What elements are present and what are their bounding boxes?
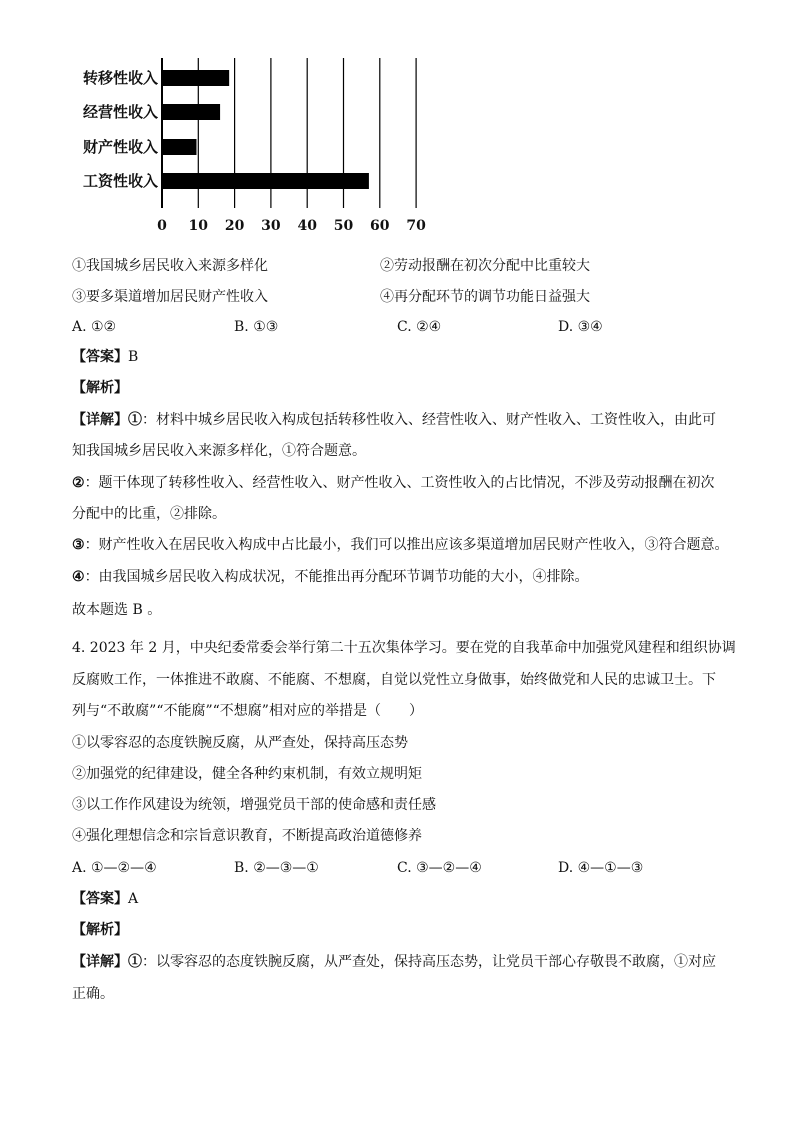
q3-statement-1: ①我国城乡居民收入来源多样化 <box>72 258 268 274</box>
q4-statement-3: ③以工作作风建设为统领，增强党员干部的使命感和责任感 <box>72 797 436 813</box>
q4-analysis-heading: 【解析】 <box>72 922 128 938</box>
q3-detail-line-1: 【详解】①：材料中城乡居民收入构成包括转移性收入、经营性收入、财产性收入、工资性收入，由此可 <box>72 412 716 428</box>
q3-detail-num-2: ② <box>72 475 85 491</box>
bar-4 <box>162 173 369 189</box>
q3-detail-line-4 <box>72 504 226 524</box>
q3-detail-num-3: ③ <box>72 537 85 553</box>
q3-answer-tag: 答案 <box>86 349 114 365</box>
q3-option-b: B. ①③ <box>234 319 279 335</box>
q3-detail-num-1: ① <box>128 412 142 428</box>
q4-answer: 【答案】A <box>72 891 139 907</box>
q3-detail-tag: 详解 <box>86 412 114 428</box>
q3-answer-value: B <box>128 349 139 365</box>
x-tick-label-60: 60 <box>370 218 390 234</box>
x-tick-label-20: 20 <box>224 218 245 234</box>
q3-conclusion: 故本题选 B 。 <box>72 602 162 618</box>
bar-2 <box>162 104 220 120</box>
q3-detail-line-5 <box>72 535 729 555</box>
bar-1 <box>162 70 229 86</box>
q3-analysis-tag: 解析 <box>86 380 114 396</box>
x-tick-label-30: 30 <box>261 218 281 234</box>
category-label-2: 经营性收入 <box>82 103 158 121</box>
q3-statement-2: ②劳动报酬在初次分配中比重较大 <box>380 258 590 274</box>
q3-detail-text-3: ：题干体现了转移性收入、经营性收入、财产性收入、工资性收入的占比情况，不涉及劳动报酬在初次 <box>84 475 715 491</box>
x-tick-label-70: 70 <box>406 218 426 234</box>
q4-option-c: C. ③—②—④ <box>397 860 482 876</box>
category-label-4: 工资性收入 <box>82 172 158 190</box>
q3-detail-text-1: ：材料中城乡居民收入构成包括转移性收入、经营性收入、财产性收入、工资性收入，由此可 <box>142 412 716 428</box>
bar-3 <box>162 139 196 155</box>
category-label-1: 转移性收入 <box>82 69 158 87</box>
income-bar-chart <box>60 50 460 250</box>
q3-option-c: C. ②④ <box>397 319 442 335</box>
q3-detail-line-2 <box>72 441 366 461</box>
q4-answer-value: A <box>128 891 139 907</box>
q4-option-d: D. ④—①—③ <box>558 860 644 876</box>
q3-statement-3: ③要多渠道增加居民财产性收入 <box>72 289 268 305</box>
q4-detail-text-1: ：以零容忍的态度铁腕反腐，从严查处，保持高压态势，让党员干部心存敬畏不敢腐，①对应 <box>142 954 716 970</box>
q4-statement-1: ①以零容忍的态度铁腕反腐，从严查处，保持高压态势 <box>72 735 408 751</box>
q3-option-d: D. ③④ <box>558 319 603 335</box>
q3-statement-4: ④再分配环节的调节功能日益强大 <box>380 289 590 305</box>
q4-statement-2: ②加强党的纪律建设，健全各种约束机制，有效立规明矩 <box>72 766 422 782</box>
q4-detail-line-1: 【详解】①：以零容忍的态度铁腕反腐，从严查处，保持高压态势，让党员干部心存敬畏不敢腐，①对应 <box>72 954 716 970</box>
q3-detail-line-3 <box>72 473 715 493</box>
q3-detail-num-4: ④ <box>72 569 85 585</box>
q4-option-a: A. ①—②—④ <box>72 860 157 876</box>
q4-answer-tag: 答案 <box>86 891 114 907</box>
q3-analysis-heading: 【解析】 <box>72 380 128 396</box>
q3-option-a: A. ①② <box>72 319 117 335</box>
income-bar-chart-svg <box>60 50 460 250</box>
q4-detail-line-2: 正确。 <box>72 986 114 1002</box>
q4-stem-line-2: 反腐败工作，一体推进不敢腐、不能腐、不想腐，自觉以党性立身做事，始终做党和人民的忠诚卫士。下 <box>72 672 716 688</box>
category-label-3: 财产性收入 <box>82 138 158 156</box>
q3-answer: 【答案】B <box>72 349 139 365</box>
q4-statement-4: ④强化理想信念和宗旨意识教育，不断提高政治道德修养 <box>72 828 422 844</box>
q4-analysis-tag: 解析 <box>86 922 114 938</box>
q4-detail-tag: 详解 <box>86 954 114 970</box>
x-tick-label-50: 50 <box>333 218 354 234</box>
q3-detail-text-6: ：由我国城乡居民收入构成状况，不能推出再分配环节调节功能的大小，④排除。 <box>84 569 589 585</box>
q3-detail-text-2: 知我国城乡居民收入来源多样化，①符合题意。 <box>72 443 366 459</box>
q3-detail-line-6 <box>72 567 589 587</box>
q3-detail-text-5: ：财产性收入在居民收入构成中占比最小，我们可以推出应该多渠道增加居民财产性收入，③符合题意。 <box>84 537 729 553</box>
q4-detail-num: ① <box>128 954 142 970</box>
x-tick-label-10: 10 <box>188 218 209 234</box>
q4-stem-line-1: 4. 2023 年 2 月，中央纪委常委会举行第二十五次集体学习。要在党的自我革命中加强党风建程和组织协调 <box>72 640 736 656</box>
x-tick-label-40: 40 <box>297 218 317 234</box>
q4-option-b: B. ②—③—① <box>234 860 319 876</box>
x-tick-label-0: 0 <box>157 218 167 234</box>
q3-detail-text-4: 分配中的比重，②排除。 <box>72 506 226 522</box>
q4-stem-line-3: 列与“不敢腐”“不能腐”“不想腐”相对应的举措是（ ） <box>72 703 423 719</box>
